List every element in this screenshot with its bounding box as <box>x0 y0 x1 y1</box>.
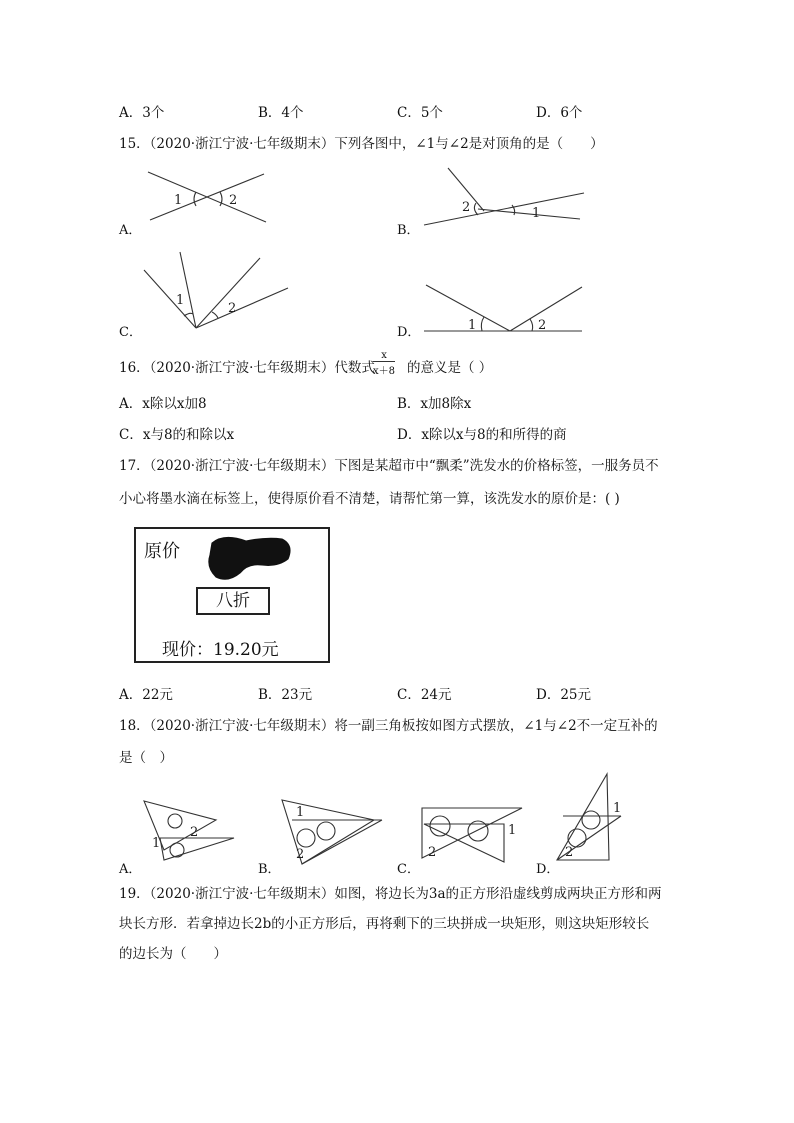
q16-option-d: D．x除以x与8的和所得的商 <box>397 427 567 443</box>
q15-label-c: C． <box>119 325 142 340</box>
q14-option-d: D．6个 <box>536 105 583 121</box>
q15-label-a: A． <box>119 223 142 238</box>
svg-text:1: 1 <box>174 193 183 208</box>
svg-text:1: 1 <box>176 293 185 308</box>
q17-option-a: A．22元 <box>119 687 173 703</box>
q18-label-c: C． <box>397 862 420 877</box>
q17-stem-line1: 17．（2020·浙江宁波·七年级期末）下图是某超市中“飘柔”洗发水的价格标签，一服务员不 <box>119 458 659 474</box>
svg-text:2: 2 <box>190 825 199 840</box>
svg-text:2: 2 <box>228 301 237 316</box>
q16-stem-suffix: 的意义是（ ） <box>407 360 493 376</box>
price-tag-current-label: 现价： <box>162 640 213 660</box>
q17-option-d: D．25元 <box>536 687 592 703</box>
svg-text:2: 2 <box>538 318 547 333</box>
svg-text:2: 2 <box>428 845 437 860</box>
q15-label-b: B． <box>397 223 420 238</box>
svg-text:2: 2 <box>462 200 471 215</box>
q15-figure-b <box>420 165 590 230</box>
svg-text:1: 1 <box>296 805 305 820</box>
q19-stem-line2: 块长方形．若拿掉边长2b的小正方形后，再将剩下的三块拼成一块矩形，则这块矩形较长 <box>119 916 650 932</box>
q17-stem-line2: 小心将墨水滴在标签上，使得原价看不清楚，请帮忙第一算，该洗发水的原价是：( ) <box>119 491 620 507</box>
svg-text:2: 2 <box>565 845 574 860</box>
q18-label-d: D． <box>536 862 560 877</box>
q16-fraction-denominator: x＋8 <box>373 366 396 377</box>
q15-label-d: D． <box>397 325 421 340</box>
q18-stem-line1: 18．（2020·浙江宁波·七年级期末）将一副三角板按如图方式摆放，∠1与∠2不一定互补的 <box>119 718 658 734</box>
q18-figure-d <box>555 772 625 864</box>
q15-figure-d <box>420 283 585 335</box>
q16-stem-prefix: 16．（2020·浙江宁波·七年级期末）代数式 <box>119 360 375 376</box>
svg-text:1: 1 <box>613 801 622 816</box>
q15-figure-a <box>140 168 270 228</box>
q16-fraction-numerator: x <box>373 350 395 362</box>
price-tag-discount: 八折 <box>196 587 270 615</box>
price-tag-current <box>162 635 279 660</box>
svg-text:2: 2 <box>229 193 238 208</box>
q18-figure-b <box>278 798 388 868</box>
q18-figure-a <box>140 798 240 863</box>
q15-stem: 15．（2020·浙江宁波·七年级期末）下列各图中，∠1与∠2是对顶角的是（ ） <box>119 136 604 152</box>
q16-option-c: C．x与8的和除以x <box>119 427 235 443</box>
q14-option-c: C．5个 <box>397 105 443 121</box>
q19-stem-line1: 19．（2020·浙江宁波·七年级期末）如图，将边长为3a的正方形沿虚线剪成两块正方形和两 <box>119 886 662 902</box>
svg-text:1: 1 <box>532 206 541 221</box>
ink-blot-icon <box>204 533 294 583</box>
q15-figure-c <box>140 250 290 335</box>
q14-option-a: A．3个 <box>119 105 165 121</box>
q19-stem-line3: 的边长为（ ） <box>119 946 227 962</box>
svg-text:1: 1 <box>508 823 517 838</box>
svg-text:2: 2 <box>296 847 305 862</box>
price-tag-original-label: 原价 <box>144 541 180 562</box>
svg-text:1: 1 <box>152 836 161 851</box>
q18-label-b: B． <box>258 862 281 877</box>
svg-text:1: 1 <box>468 318 477 333</box>
price-tag-current-value: 19.20元 <box>213 640 279 660</box>
q14-option-b: B．4个 <box>258 105 304 121</box>
q18-figure-c <box>420 806 528 864</box>
q16-fraction <box>373 350 395 377</box>
q17-option-b: B．23元 <box>258 687 313 703</box>
q17-option-c: C．24元 <box>397 687 452 703</box>
q18-label-a: A． <box>119 862 142 877</box>
price-tag <box>134 527 330 663</box>
q18-stem-line2: 是（ ） <box>119 750 173 766</box>
q16-option-b: B．x加8除x <box>397 396 472 412</box>
q16-option-a: A．x除以x加8 <box>119 396 207 412</box>
